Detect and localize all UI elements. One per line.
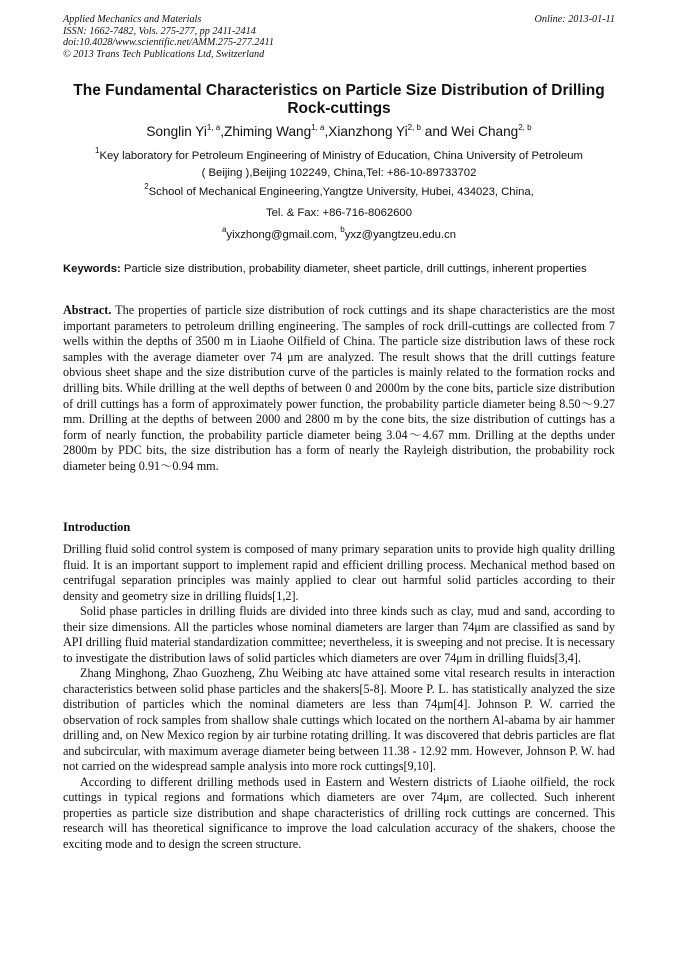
author-name: ,Zhiming Wang bbox=[220, 124, 312, 139]
email-mark: a bbox=[221, 225, 227, 234]
abstract-label: Abstract. bbox=[63, 303, 112, 317]
affiliation-1-line-2: ( Beijing ),Beijing 102249, China,Tel: +86-10-89733702 bbox=[201, 167, 477, 179]
doi-line: doi:10.4028/www.scientific.net/AMM.275-277.2411 bbox=[63, 37, 274, 49]
affiliation-2 bbox=[63, 184, 615, 201]
author-name: Songlin Yi bbox=[146, 124, 207, 139]
keywords-text: Particle size distribution, probability diameter, sheet particle, drill cuttings, inherent properties bbox=[120, 263, 587, 275]
author-name: ,Xianzhong Yi bbox=[324, 124, 408, 139]
section-heading-introduction: Introduction bbox=[63, 520, 131, 534]
keywords-label: Keywords: bbox=[63, 263, 121, 275]
affiliation-mark: 1 bbox=[95, 146, 100, 155]
affiliation-1 bbox=[63, 148, 615, 182]
affiliation-2-line-2: Tel. & Fax: +86-716-8062600 bbox=[265, 207, 412, 219]
author-affiliation-mark: 1, a bbox=[311, 123, 325, 132]
paper-title bbox=[63, 82, 615, 118]
affiliation-2-phone bbox=[63, 205, 615, 222]
abstract-text: The properties of particle size distribution of rock cuttings and its shape characteristics are the most important parameters to petroleum drilling engineering. The samples of rock drill-cuttings are collected from 7 wells within the depths of 3500 m in Liaohe Oilfield of China. The particle size distribution laws of these rock samples with the average diameter over 74 μm are analyzed. The result shows that the drill cuttings feature obvious sheet shape and the size distribution curve of the particles is mainly related to the formation rocks and drilling bits. While drilling at the well depths of between 0 and 2000m by the cone bits, particle size distribution of drill cuttings has a form of approximately power function, the probability particle diameter being 8.50～9.27 mm. Drilling at the depths of between 2000 and 2800 m by the cone bits, the size distribution of cuttings has a form of nearly function, the probability particle diameter being 3.04～4.67 mm. Drilling at the depths under 2800m by PDC bits, the size distribution has a form of nearly the Rayleigh distribution, the probability rock diameter being 0.91～0.94 mm. bbox=[63, 303, 615, 473]
paragraph: According to different drilling methods used in Eastern and Western districts of Liaohe oilfield, the rock cuttings in typical regions and formations which diameters are over 74μm, are collected. Such inherent properties as particle size distribution and shape characteristics of drilling rock cuttings are concerned. This research will has theoretical significance to improve the load calculation accuracy of the shakers, choose the exciting mode and to design the screen structure. bbox=[63, 774, 615, 851]
email-line bbox=[63, 227, 615, 244]
online-date: Online: 2013-01-11 bbox=[534, 14, 615, 25]
paragraph: Solid phase particles in drilling fluids are divided into three kinds such as clay, mud and sand, according to their size dimensions. All the particles whose nominal diameters are larger than 74μm are classified as sand by API drilling fluid material standardization committee; nevertheless, it is sweeping and not precise. It is necessary to investigate the distribution laws of solid particles which diameters are over 74μm in drilling fluids[3,4]. bbox=[63, 604, 615, 665]
title-line-1: The Fundamental Characteristics on Particle Size Distribution of Drilling bbox=[73, 82, 605, 99]
paragraph: Drilling fluid solid control system is composed of many primary separation units to provide high quality drilling fluid. It is an important support to implement rapid and efficient drilling process. Mechanical method based on centrifugal separation principles was mainly applied to clear out harmful solid particles according to their density and geometry size in drilling fluids[1,2]. bbox=[63, 542, 615, 603]
author-name: and Wei Chang bbox=[420, 124, 519, 139]
copyright-line: © 2013 Trans Tech Publications Ltd, Switzerland bbox=[63, 48, 265, 60]
affiliation-2-line-1: School of Mechanical Engineering,Yangtze University, Hubei, 434023, China, bbox=[148, 186, 534, 198]
paragraph: Zhang Minghong, Zhao Guozheng, Zhu Weibing atc have attained some vital research results in interaction characteristics between solid phase particles and the shakers[5-8]. Moore P. L. has statistically analyzed the size distribution of particles which the nominal diameters are less than 74μm[4]. Johnson P. W. carried the observation of rock samples from shallow shale cuttings which located on the northern Al-abama by air hammer drilling and, on New Mexico region by air turbine rotating drilling. It was discovered that debris particles are flat and subcircular, with maximum average diameter being between 11.38 - 12.92 mm. However, Johnson P. W. had not carried on the widespread sample analysis into more rock cuttings[9,10]. bbox=[63, 666, 615, 773]
affiliation-mark: 2 bbox=[144, 182, 149, 191]
author-affiliation-mark: 2, b bbox=[518, 123, 532, 132]
journal-name: Applied Mechanics and Materials bbox=[63, 14, 202, 25]
issn-line: ISSN: 1662-7482, Vols. 275-277, pp 2411-2414 bbox=[63, 25, 256, 37]
running-header bbox=[63, 14, 615, 60]
author-affiliation-mark: 1, a bbox=[206, 123, 221, 132]
keywords bbox=[63, 262, 615, 276]
email-b: yxz@yangtzeu.edu.cn bbox=[344, 229, 457, 241]
affiliation-1-line-1: Key laboratory for Petroleum Engineering of Ministry of Education, China University of Petroleum bbox=[99, 150, 583, 162]
introduction-body bbox=[63, 542, 615, 852]
author-affiliation-mark: 2, b bbox=[407, 123, 421, 132]
email-mark: b bbox=[340, 225, 345, 234]
author-list bbox=[63, 124, 615, 140]
email-a: yixzhong@gmail.com, bbox=[226, 229, 341, 241]
title-line-2: Rock-cuttings bbox=[287, 100, 391, 117]
abstract bbox=[63, 303, 615, 475]
